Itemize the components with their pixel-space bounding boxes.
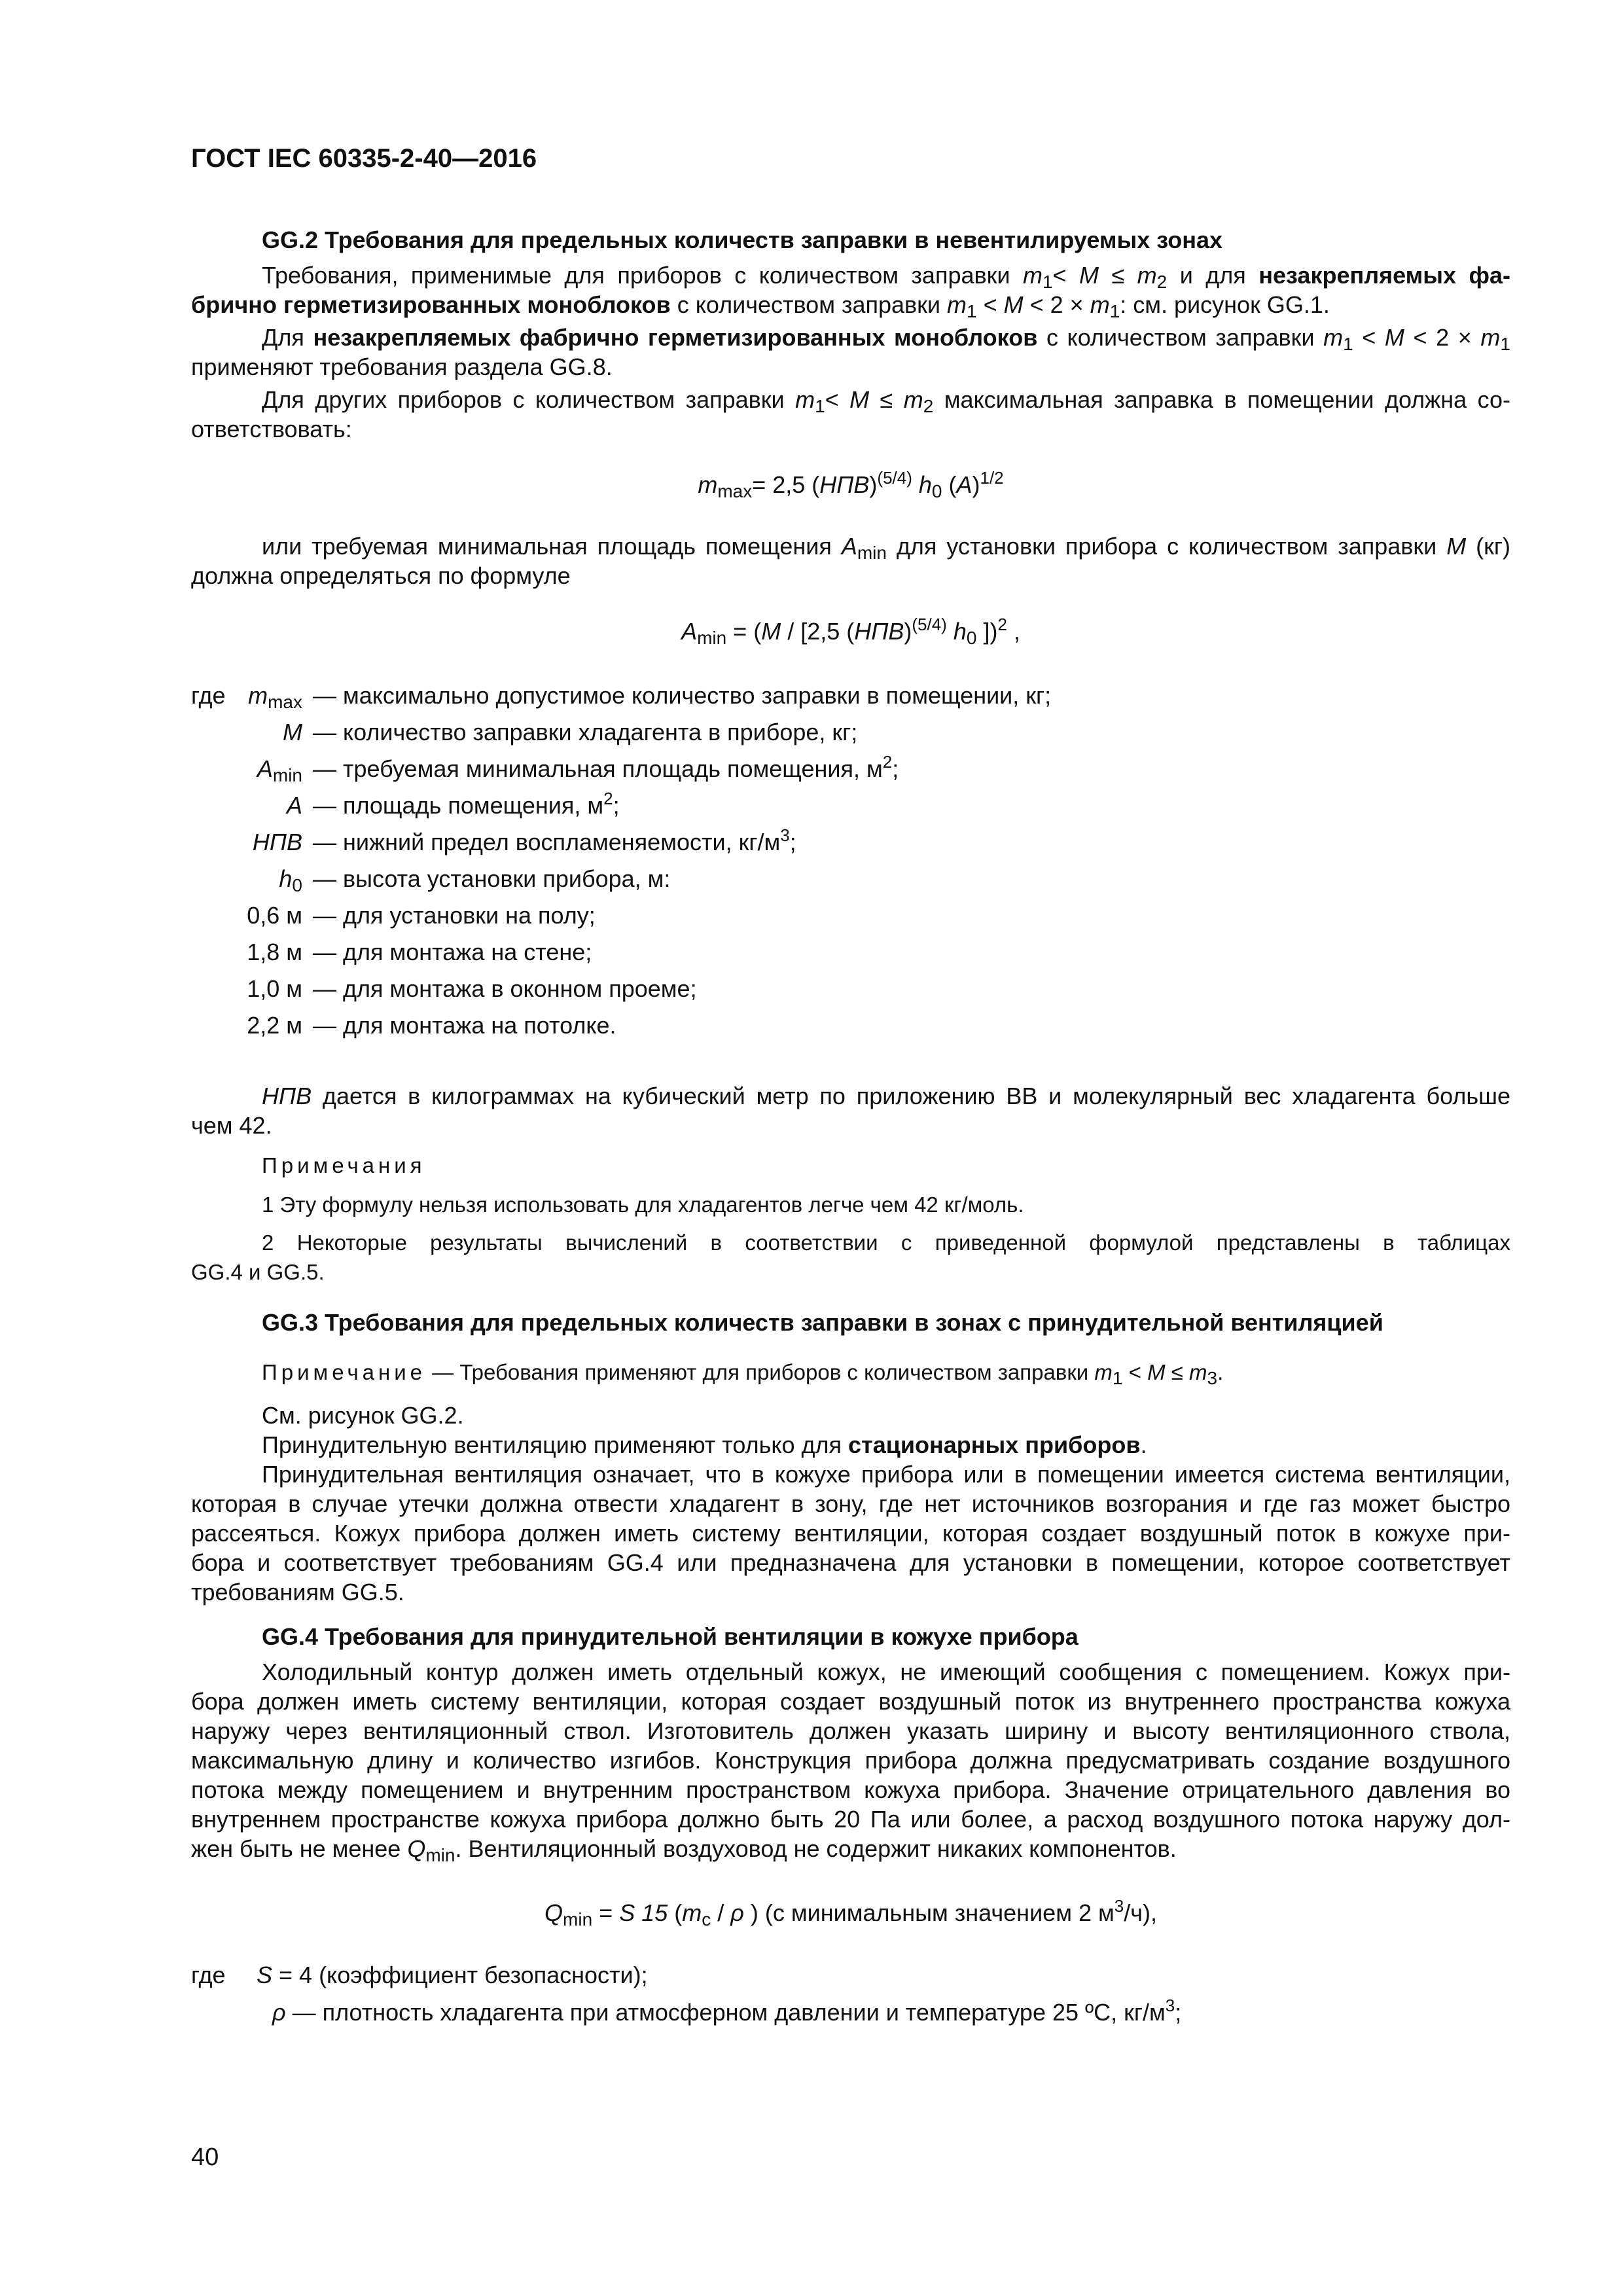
formula-mmax: $m_{max}= 2,5$ (НПВ)$^{(5/4)}$ $h_0$ $(A)^{1/2}$ bbox=[698, 468, 1004, 501]
text-line: Для незакрепляемых фабрично герметизированных моноблоков с количеством заправки $m_1 < M < 2 \times m_1$ bbox=[262, 324, 1510, 354]
paragraph: Принудительная вентиляция означает, что в кожухе прибора или в помещении имеется система вентиляции, которая в случае утечки должна отвести хладагент в зону, где нет источников возгорания и где газ может быстро рассеяться. Кожух прибора должен иметь систему вентиляции, которая создает воздушный поток в кожухе при- бора и соответствует требованиям GG.4 или предназначена для установки в помещении, которое соответствует требованиям GG.5. bbox=[191, 1461, 1510, 1605]
where-item bbox=[191, 974, 1510, 1003]
where-symbol: НПВ bbox=[252, 829, 302, 855]
page-number: 40 bbox=[191, 2144, 219, 2171]
note-1: 1 Эту формулу нельзя использовать для хладагентов легче чем 42 кг/моль. bbox=[262, 1193, 1024, 1217]
text-line: применяют требования раздела GG.8. bbox=[191, 353, 613, 380]
where-symbol: 2,2 м bbox=[247, 1012, 302, 1039]
paragraph: Холодильный контур должен иметь отдельный кожух, не имеющий сообщения с помещением. Кожух при- бора должен иметь систему вентиляции, которая создает воздушный поток из внутреннего пространства кожуха наружу через вентиляционный ствол. Изготовитель должен указать ширину и высоту вентиляционного ствола, максимальную длину и количество изгибов. Конструкция прибора должна предусматривать создание воздушного потока между помещением и внутренним пространством кожуха прибора. Значение отрицательного давления во внутреннем пространстве кожуха прибора должно быть 20 Па или более, а расход воздушного потока наружу дол- жен быть не менее $Q_{min}$. Вентиляционный воздуховод не содержит никаких компонентов. bbox=[191, 1659, 1510, 1865]
where-label: где bbox=[191, 1962, 226, 1988]
where-symbol: M bbox=[283, 719, 302, 745]
paragraph: Принудительную вентиляцию применяют только для стационарных приборов. bbox=[262, 1431, 1147, 1458]
text-line: чем 42. bbox=[191, 1112, 272, 1139]
where-symbol: A bbox=[286, 792, 302, 819]
where-definition: — для монтажа на стене; bbox=[313, 939, 592, 965]
where-item bbox=[191, 1011, 1510, 1040]
where-item bbox=[191, 901, 1510, 930]
where-symbol: 1,0 м bbox=[247, 975, 302, 1002]
text-line: жен быть не менее $Q_{min}$. Вентиляционный воздуховод не содержит никаких компонентов. bbox=[191, 1835, 1177, 1865]
text-line: должна определяться по формуле bbox=[191, 562, 571, 589]
where-item-s: S = 4 (коэффициент безопасности); bbox=[257, 1962, 648, 1988]
paragraph bbox=[191, 323, 1510, 382]
text-line: НПВ дается в килограммах на кубический метр по приложению ВВ и молекулярный вес хладагента больше bbox=[262, 1083, 1510, 1109]
paragraph bbox=[191, 385, 1510, 444]
where-definition: — площадь помещения, $м^2$; bbox=[313, 789, 620, 819]
where-definition: — для установки на полу; bbox=[313, 902, 596, 929]
where-symbol: $h_0$ bbox=[279, 865, 302, 895]
where-list bbox=[191, 681, 1510, 1047]
where-symbol: 0,6 м bbox=[247, 902, 302, 929]
where-label: где bbox=[191, 682, 226, 709]
document-header: ГОСТ IEC 60335-2-40—2016 bbox=[191, 144, 537, 173]
text-line: брично герметизированных моноблоков с количеством заправки $m_1 < M < 2 \times m_1$: см. рисунок GG.1. bbox=[191, 291, 1330, 321]
gg3-see-figure: См. рисунок GG.2. bbox=[262, 1402, 464, 1429]
where-definition: — максимально допустимое количество заправки в помещении, кг; bbox=[313, 682, 1052, 709]
notes-label: Примечания bbox=[262, 1153, 426, 1177]
paragraph bbox=[191, 531, 1510, 590]
where-symbol: 1,8 м bbox=[247, 939, 302, 965]
text-line: Для других приборов с количеством заправки $m_1< M \le m_2$ максимальная заправка в помещении должна со- bbox=[262, 386, 1511, 416]
where-item bbox=[191, 864, 1510, 893]
where-item bbox=[191, 681, 1510, 710]
where-item bbox=[191, 717, 1510, 747]
where-definition: — требуемая минимальная площадь помещения, $м^2$; bbox=[313, 752, 899, 782]
gg3-note: Примечание — Требования применяют для приборов с количеством заправки $m_1 < M \le m_3$. bbox=[262, 1360, 1224, 1388]
where-definition: — количество заправки хладагента в приборе, кг; bbox=[313, 719, 858, 745]
section-heading-gg3: GG.3 Требования для предельных количеств заправки в зонах с принудительной вентиляцией bbox=[262, 1309, 1383, 1336]
formula-amin: $A_{min} = (M / [2,5$ (НПВ)$^{(5/4)}$ $h_0$ ])$^2$ , bbox=[681, 615, 1020, 648]
where-item bbox=[191, 754, 1510, 783]
where-definition: — высота установки прибора, м: bbox=[313, 865, 671, 892]
section-heading-gg4: GG.4 Требования для принудительной вентиляции в кожухе прибора bbox=[262, 1623, 1079, 1650]
note-2: 2 Некоторые результаты вычислений в соответствии с приведенной формулой представлены в таблицах GG.4 и GG.5. bbox=[191, 1230, 1510, 1284]
text-line: Требования, применимые для приборов с количеством заправки $m_1< M \le m_2$ и для незакрепляемых фа- bbox=[262, 262, 1510, 292]
where-item bbox=[191, 827, 1510, 857]
where-item bbox=[191, 937, 1510, 967]
text-line: ответствовать: bbox=[191, 416, 352, 442]
where-definition: — нижний предел воспламеняемости, $кг/м^3$; bbox=[313, 825, 796, 855]
where-list-gg4 bbox=[191, 1960, 1510, 1993]
where-symbol: $A_{min}$ bbox=[257, 755, 302, 785]
where-definition: — для монтажа в оконном проеме; bbox=[313, 975, 697, 1002]
formula-qmin: $Q_{min} = S$ 15 ($m_c$ / ρ ) (с минимальным значением 2 $м^3/ч$), bbox=[544, 1896, 1157, 1929]
paragraph bbox=[191, 260, 1510, 319]
paragraph bbox=[191, 1081, 1510, 1140]
where-item bbox=[191, 791, 1510, 820]
section-heading-gg2: GG.2 Требования для предельных количеств заправки в невентилируемых зонах bbox=[262, 226, 1223, 253]
where-definition: — для монтажа на потолке. bbox=[313, 1012, 616, 1039]
where-symbol: $m_{max}$ bbox=[248, 682, 302, 712]
text-line: или требуемая минимальная площадь помещения $A_{min}$ для установки прибора с количеством заправки M (кг) bbox=[262, 533, 1511, 563]
